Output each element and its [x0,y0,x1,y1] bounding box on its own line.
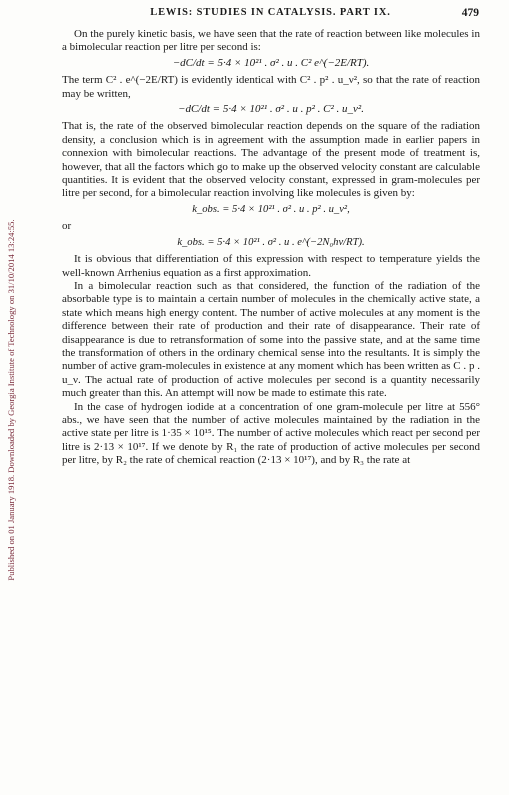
paragraph-5: In a bimolecular reaction such as that considered, the function of the radiation of the absorbable type is to maintain a certain number of molecules in the chemically active state, a state which means high energy content. The number of active molecules at any moment is the difference between their rate of production and their rate of disappearance. Their rate of disappearance is due to retransformation of some into the passive state, and at the same time the transformation of others in the ordinary chemical sense into the resultants. It is simply the number of active gram-molecules in existence at any moment which has been written as C . p . u_ν. The actual rate of production of active molecules per second is a quantity necessarily much greater than this. An attempt will now be made to estimate this rate. [62,279,480,400]
equation-1: −dC/dt = 5·4 × 10²¹ . σ² . u . C² e^(−2E/RT). [172,56,370,69]
paragraph-2: The term C² . e^(−2E/RT) is evidently identical with C² . p² . u_ν², so that the rate of reaction may be written, [62,74,480,100]
provenance-sidebar [4,70,18,730]
page-body [62,28,480,468]
equation-3: k_obs. = 5·4 × 10²¹ . σ² . u . p² . u_ν², [192,203,350,215]
equation-2: −dC/dt = 5·4 × 10²¹ . σ² . u . p² . C² . u_ν². [178,103,364,116]
equation-4: k_obs. = 5·4 × 10²¹ . σ² . u . e^(−2N₀hν/RT). [177,236,365,248]
paragraph-4: It is obvious that differentiation of this expression with respect to temperature yields the well-known Arrhenius equation as a first approximation. [62,253,480,279]
or-label: or [62,220,72,233]
provenance-text: Published on 01 January 1918. Downloaded by Georgia Institute of Technology on 31/10/2014 13:24:55. [6,219,16,581]
paragraph-6: In the case of hydrogen iodide at a concentration of one gram-molecule per litre at 556° abs., we have seen that the number of active molecules maintained by the radiation in the active state per litre is 1·35 × 10¹⁵. The number of active molecules which react per second per litre is 2·13 × 10¹⁷. If we denote by R₁ the rate of production of active molecules per second per litre, by R₂ the rate of chemical reaction (2·13 × 10¹⁷), and by R₃ the rate at [62,400,480,467]
page-number: 479 [461,7,479,19]
paragraph-3: That is, the rate of the observed bimolecular reaction depends on the square of the radiation density, a conclusion which is in agreement with the assumption made in earlier papers in connexion with bimolecular reactions. The advantage of the present mode of treatment is, however, that all the factors which go to make up the observed velocity constant are calculable quantities. It is evident that the observed velocity constant, expressed in gram-molecules per litre per second, for a bimolecular reaction involving like molecules is given by: [62,120,480,200]
running-head: LEWIS: STUDIES IN CATALYSIS. PART IX. [150,7,391,18]
page-header [62,7,479,21]
paragraph-1: On the purely kinetic basis, we have seen that the rate of reaction between like molecules in a bimolecular reaction per litre per second is: [62,28,480,54]
